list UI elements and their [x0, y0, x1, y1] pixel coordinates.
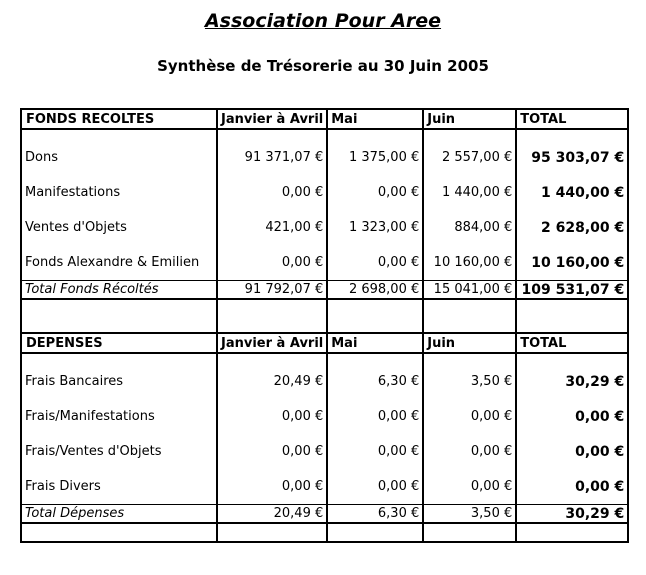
value-cell: 0,00 € — [423, 399, 516, 434]
row-label: Fonds Alexandre & Emilien — [21, 245, 217, 281]
header-cell: Juin — [423, 109, 516, 129]
value-cell: 3,50 € — [423, 364, 516, 399]
fonds-total-row — [21, 281, 628, 300]
value-cell: 0,00 € — [327, 399, 423, 434]
table-row — [21, 210, 628, 245]
value-cell: 20,49 € — [217, 505, 327, 524]
total-label: Total Dépenses — [21, 505, 217, 524]
value-cell: 1 323,00 € — [327, 210, 423, 245]
fonds-header-row — [21, 109, 628, 129]
value-cell: 0,00 € — [423, 434, 516, 469]
value-cell: 91 792,07 € — [217, 281, 327, 300]
total-cell: 0,00 € — [516, 399, 628, 434]
row-label: Frais/Manifestations — [21, 399, 217, 434]
row-label: Frais Divers — [21, 469, 217, 505]
header-cell: DEPENSES — [21, 333, 217, 353]
row-label: Frais/Ventes d'Objets — [21, 434, 217, 469]
row-label: Manifestations — [21, 175, 217, 210]
total-cell: 95 303,07 € — [516, 140, 628, 175]
value-cell: 0,00 € — [327, 434, 423, 469]
page-title: Association Pour Aree — [204, 10, 442, 32]
header-cell: TOTAL — [516, 109, 628, 129]
total-cell: 10 160,00 € — [516, 245, 628, 281]
value-cell: 1 375,00 € — [327, 140, 423, 175]
grand-total-cell: 30,29 € — [516, 505, 628, 524]
header-cell: Juin — [423, 333, 516, 353]
total-cell: 30,29 € — [516, 364, 628, 399]
value-cell: 0,00 € — [327, 175, 423, 210]
value-cell: 0,00 € — [217, 434, 327, 469]
value-cell: 20,49 € — [217, 364, 327, 399]
table-row — [21, 469, 628, 505]
depenses-total-row — [21, 505, 628, 524]
total-label: Total Fonds Récoltés — [21, 281, 217, 300]
value-cell: 0,00 € — [217, 469, 327, 505]
table-row — [21, 245, 628, 281]
value-cell: 0,00 € — [217, 245, 327, 281]
value-cell: 421,00 € — [217, 210, 327, 245]
value-cell: 10 160,00 € — [423, 245, 516, 281]
table-row — [21, 175, 628, 210]
value-cell: 2 557,00 € — [423, 140, 516, 175]
table-row — [21, 140, 628, 175]
header-cell: Mai — [327, 333, 423, 353]
treasury-table — [20, 108, 629, 543]
page-subtitle: Synthèse de Trésorerie au 30 Juin 2005 — [157, 57, 489, 75]
header-cell: FONDS RECOLTES — [21, 109, 217, 129]
total-cell: 0,00 € — [516, 469, 628, 505]
value-cell: 15 041,00 € — [423, 281, 516, 300]
value-cell: 6,30 € — [327, 505, 423, 524]
value-cell: 0,00 € — [217, 399, 327, 434]
grand-total-cell: 109 531,07 € — [516, 281, 628, 300]
empty-row — [21, 523, 628, 542]
total-cell: 1 440,00 € — [516, 175, 628, 210]
value-cell: 91 371,07 € — [217, 140, 327, 175]
total-cell: 2 628,00 € — [516, 210, 628, 245]
value-cell: 2 698,00 € — [327, 281, 423, 300]
row-label: Frais Bancaires — [21, 364, 217, 399]
table-row — [21, 364, 628, 399]
table-row — [21, 434, 628, 469]
depenses-header-row — [21, 333, 628, 353]
value-cell: 0,00 € — [423, 469, 516, 505]
value-cell: 6,30 € — [327, 364, 423, 399]
table-row — [21, 399, 628, 434]
total-cell: 0,00 € — [516, 434, 628, 469]
header-cell: TOTAL — [516, 333, 628, 353]
header-cell: Janvier à Avril — [217, 109, 327, 129]
empty-row — [21, 299, 628, 333]
value-cell: 884,00 € — [423, 210, 516, 245]
row-label: Dons — [21, 140, 217, 175]
header-cell: Mai — [327, 109, 423, 129]
header-cell: Janvier à Avril — [217, 333, 327, 353]
value-cell: 3,50 € — [423, 505, 516, 524]
value-cell: 1 440,00 € — [423, 175, 516, 210]
value-cell: 0,00 € — [217, 175, 327, 210]
value-cell: 0,00 € — [327, 469, 423, 505]
value-cell: 0,00 € — [327, 245, 423, 281]
row-label: Ventes d'Objets — [21, 210, 217, 245]
